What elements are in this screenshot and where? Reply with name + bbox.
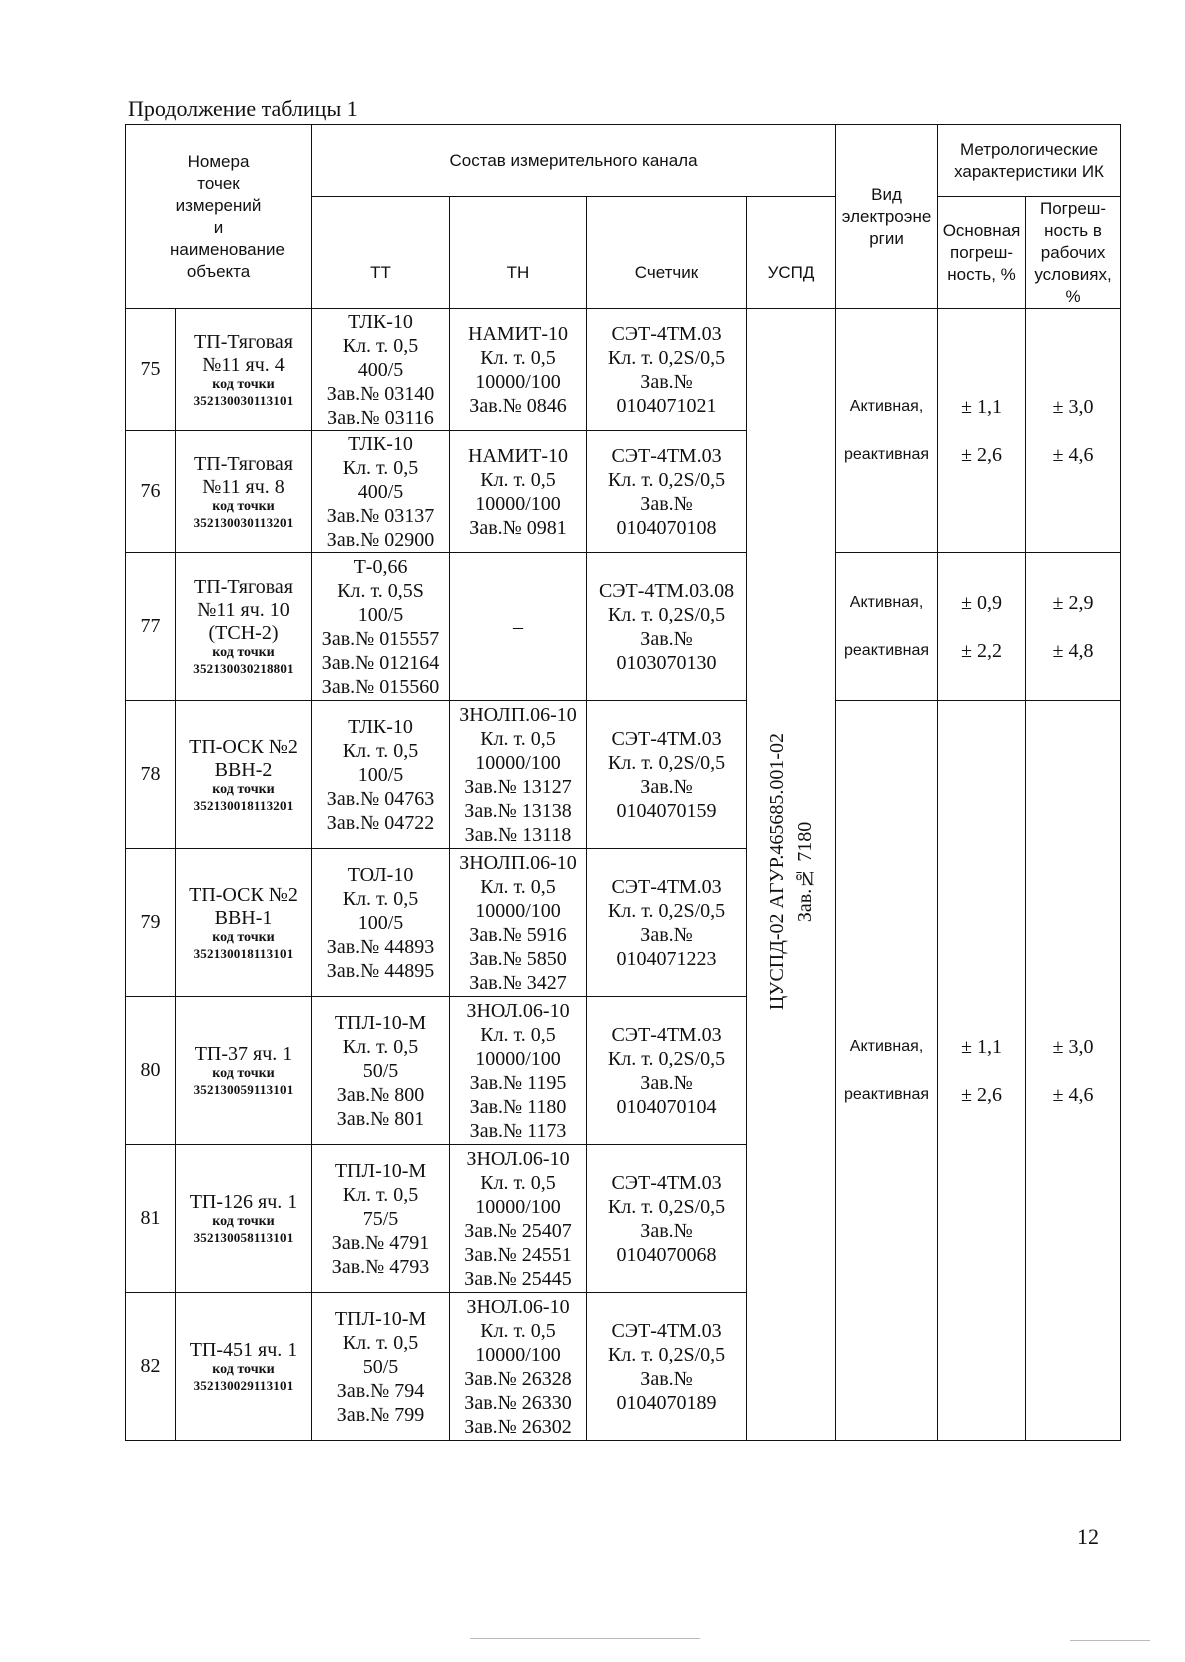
meter-cell-line: СЭТ-4ТМ.03 [611,727,722,750]
tt-cell-line: Кл. т. 0,5 [342,1183,419,1206]
tt-cell-line: 50/5 [362,1355,399,1378]
tn-cell-line: ЗНОЛ.06-10 [466,1147,570,1170]
object-name-line: №11 яч. 10 [197,599,290,621]
tt-cell-line: Зав.№ 801 [336,1107,425,1130]
header-points: Номера точек измерений и наименование объекта [126,125,312,309]
point-code: 352130018113101 [193,945,294,961]
tt-cell-line: Зав.№ 03116 [327,406,434,429]
point-code: 352130030113201 [193,514,294,530]
meter-cell-line: Кл. т. 0,2S/0,5 [607,1195,726,1218]
point-number: 78 [126,701,176,849]
energy-value: Активная, [849,397,924,415]
tn-cell-line: Кл. т. 0,5 [480,1319,556,1342]
tn-cell-line: – [513,615,524,638]
tt-cell-line: Зав.№ 015560 [321,675,440,698]
work-value: ± 4,6 [1052,443,1094,466]
tn-cell-line: Зав.№ 0846 [469,394,567,417]
work-error-cell [1026,309,1121,553]
tn-cell-line: 10000/100 [475,1195,561,1218]
tt-cell-line: Т-0,66 [353,555,408,578]
meter-cell-line: Зав.№ [640,492,693,515]
meter-cell-line: Зав.№ [640,1367,693,1390]
tt-cell-line: Зав.№ 794 [336,1379,425,1402]
tt-cell [312,1145,450,1293]
uspd-model: ЦУСПД-02 АГУР.465685.001-02 [766,733,789,1011]
meter-cell-line: СЭТ-4ТМ.03 [611,1319,722,1342]
meter-cell-line: СЭТ-4ТМ.03 [611,1171,722,1194]
tn-cell-line: Зав.№ 5850 [469,947,567,970]
point-code: 352130030218801 [193,661,294,676]
point-number: 80 [126,997,176,1145]
point-number: 81 [126,1145,176,1293]
tt-cell-line: 400/5 [357,358,404,381]
point-code-label: код точки [212,1362,275,1377]
tn-cell [450,849,587,997]
tt-cell-line: Кл. т. 0,5 [342,456,419,479]
tt-cell-line: Зав.№ 03140 [326,382,435,405]
tt-cell-line: Зав.№ 02900 [326,528,435,551]
meter-cell [587,849,747,997]
energy-value: Активная, [849,1037,924,1055]
base-value: ± 2,6 [961,1083,1003,1106]
tn-cell-line: Зав.№ 24551 [464,1243,572,1266]
measurement-table [125,124,1121,1441]
tn-cell [450,701,587,849]
tt-cell-line: ТПЛ-10-М [334,1011,427,1034]
object-name-line: ТП-451 яч. 1 [189,1339,298,1361]
tn-cell-line: Зав.№ 1173 [469,1119,567,1142]
point-number: 82 [126,1293,176,1441]
tt-cell-line: 100/5 [357,911,404,934]
header-tn: ТН [450,197,587,309]
tt-cell-line: Зав.№ 799 [336,1403,425,1426]
spacer [938,419,1025,443]
tn-cell-line: ЗНОЛ.06-10 [466,999,570,1022]
object-name [176,309,312,431]
tn-cell-line: Зав.№ 13127 [464,775,572,798]
point-code-label: код точки [212,1066,275,1081]
tn-cell-line: Зав.№ 13118 [464,823,572,846]
meter-cell-line: Кл. т. 0,2S/0,5 [607,346,726,369]
meter-cell-line: СЭТ-4ТМ.03 [611,1023,722,1046]
point-code: 352130058113101 [193,1230,294,1245]
tn-cell-line: Зав.№ 25445 [464,1267,572,1290]
tt-cell-line: 50/5 [362,1059,399,1082]
tt-cell [312,553,450,701]
tn-cell [450,553,587,701]
table-row [126,553,1121,701]
meter-cell-line: Кл. т. 0,2S/0,5 [607,1343,726,1366]
base-value: ± 1,1 [961,1035,1003,1058]
tn-cell-line: 10000/100 [475,492,561,515]
tt-cell-line: 100/5 [357,763,404,786]
header-energy: Вид электроэне ргии [836,125,938,309]
tt-cell [312,1293,450,1441]
tn-cell-line: Зав.№ 1195 [469,1071,567,1094]
tn-cell-line: Кл. т. 0,5 [480,875,556,898]
tn-cell [450,431,587,553]
point-number: 75 [126,309,176,431]
base-value: ± 2,6 [961,443,1003,466]
tn-cell-line: 10000/100 [475,751,561,774]
point-code-label: код точки [212,929,275,945]
spacer [1026,615,1120,639]
tt-cell-line: Кл. т. 0,5 [342,1035,419,1058]
object-name-line: ТП-Тяговая [194,452,293,475]
energy-type-cell [836,553,938,701]
tt-cell-line: ТОЛ-10 [347,863,414,886]
tt-cell-line: Зав.№ 4793 [331,1255,430,1278]
tt-cell [312,431,450,553]
tn-cell-line: Кл. т. 0,5 [480,346,556,369]
energy-value: реактивная [844,445,930,463]
point-code: 352130030113101 [193,392,294,408]
tt-cell [312,309,450,431]
point-number: 77 [126,553,176,701]
point-number: 76 [126,431,176,553]
work-value: ± 4,8 [1052,639,1094,662]
base-value: ± 1,1 [961,395,1003,418]
base-error-cell [938,309,1026,553]
header-base-error: Основная погреш-ность, % [938,197,1026,309]
tn-cell-line: Зав.№ 5916 [469,923,567,946]
tt-cell-line: Кл. т. 0,5 [342,1331,419,1354]
base-error-cell [938,701,1026,1441]
object-name-line: (ТСН-2) [208,622,279,644]
tt-cell [312,997,450,1145]
object-name [176,553,312,701]
table-row [126,309,1121,431]
work-error-cell [1026,701,1121,1441]
tt-cell-line: ТПЛ-10-М [334,1307,427,1330]
meter-cell-line: 0104070104 [616,1095,717,1118]
object-name [176,431,312,553]
object-name-line: ВВН-2 [214,758,273,781]
tn-cell [450,1145,587,1293]
tn-cell-line: Кл. т. 0,5 [480,1171,556,1194]
spacer [836,1059,937,1083]
work-value: ± 2,9 [1052,591,1094,614]
tn-cell-line: Зав.№ 0981 [469,516,567,539]
tn-cell-line: Зав.№ 26302 [464,1415,572,1438]
spacer [938,1059,1025,1083]
meter-cell-line: 0104071021 [616,394,717,417]
energy-type-cell [836,701,938,1441]
tn-cell-line: Кл. т. 0,5 [480,727,556,750]
table-caption: Продолжение таблицы 1 [128,96,358,121]
point-code: 352130029113101 [193,1378,294,1393]
object-name-line: ТП-37 яч. 1 [194,1043,293,1065]
meter-cell-line: Зав.№ [640,775,693,798]
meter-cell [587,431,747,553]
point-code-label: код точки [212,1214,275,1229]
meter-cell-line: Кл. т. 0,2S/0,5 [607,603,726,626]
meter-cell-line: Кл. т. 0,2S/0,5 [607,751,726,774]
work-value: ± 3,0 [1052,395,1094,418]
object-name [176,997,312,1145]
scan-artifact [470,1638,700,1639]
tt-cell-line: Зав.№ 012164 [321,651,440,674]
uspd-serial: Зав.№ 7180 [794,821,817,923]
tn-cell-line: НАМИТ-10 [468,322,569,345]
tt-cell-line: Кл. т. 0,5 [342,739,419,762]
header-metro: Метрологические характеристики ИК [938,125,1121,197]
object-name [176,849,312,997]
tn-cell-line: Кл. т. 0,5 [480,1023,556,1046]
tn-cell-line: Зав.№ 25407 [464,1219,572,1242]
scan-artifact [1070,1640,1150,1641]
tn-cell [450,997,587,1145]
object-name-line: ТП-ОСК №2 [189,883,298,906]
base-error-cell [938,553,1026,701]
tn-cell [450,1293,587,1441]
spacer [836,615,937,639]
point-code-label: код точки [212,645,275,660]
energy-value: Активная, [849,593,924,611]
tt-cell-line: ТЛК-10 [348,715,413,738]
meter-cell-line: Кл. т. 0,2S/0,5 [607,899,726,922]
energy-type-cell [836,309,938,553]
base-value: ± 0,9 [961,591,1003,614]
header-tt: ТТ [312,197,450,309]
tt-cell-line: Зав.№ 44895 [326,959,435,982]
object-name-line: ТП-Тяговая [194,576,293,598]
tt-cell-line: Кл. т. 0,5 [342,887,419,910]
tt-cell-line: ТЛК-10 [348,310,413,333]
meter-cell-line: СЭТ-4ТМ.03 [611,444,722,467]
meter-cell [587,1293,747,1441]
meter-cell-line: Зав.№ [640,1071,693,1094]
tn-cell-line: 10000/100 [475,370,561,393]
tn-cell-line: Зав.№ 13138 [464,799,572,822]
spacer [836,419,937,443]
object-name [176,701,312,849]
meter-cell-line: 0104070108 [616,516,717,539]
tt-cell-line: Зав.№ 015557 [321,627,440,650]
meter-cell [587,701,747,849]
tt-cell-line: Зав.№ 800 [336,1083,425,1106]
tn-cell-line: 10000/100 [475,1343,561,1366]
meter-cell-line: 0104070068 [616,1243,717,1266]
meter-cell-line: СЭТ-4ТМ.03 [611,875,722,898]
point-code: 352130018113201 [193,797,294,813]
tt-cell [312,849,450,997]
tt-cell [312,701,450,849]
header-composition: Состав измерительного канала [312,125,836,197]
meter-cell-line: 0103070130 [616,651,717,674]
tn-cell-line: Кл. т. 0,5 [480,468,556,491]
meter-cell-line: Зав.№ [640,923,693,946]
energy-value: реактивная [844,1085,930,1103]
work-error-cell [1026,553,1121,701]
tn-cell-line: Зав.№ 1180 [469,1095,567,1118]
object-name-line: ТП-ОСК №2 [189,735,298,758]
meter-cell [587,1145,747,1293]
spacer [938,615,1025,639]
object-name-line: ТП-Тяговая [194,330,293,353]
meter-cell-line: 0104071223 [616,947,717,970]
tt-cell-line: Зав.№ 03137 [326,504,435,527]
meter-cell-line: Зав.№ [640,1219,693,1242]
header-uspd: УСПД [747,197,836,309]
meter-cell-line: Зав.№ [640,370,693,393]
point-code: 352130059113101 [193,1082,294,1097]
tn-cell [450,309,587,431]
tt-cell-line: 100/5 [357,603,404,626]
tt-cell-line: Кл. т. 0,5S [337,579,424,602]
tn-cell-line: Зав.№ 3427 [469,971,567,994]
object-name-line: №11 яч. 8 [202,475,285,498]
table-row [126,701,1121,849]
object-name-line: №11 яч. 4 [202,353,285,376]
meter-cell-line: Кл. т. 0,2S/0,5 [607,468,726,491]
uspd-text [763,733,819,1010]
point-code-label: код точки [212,781,275,797]
meter-cell-line: Зав.№ [640,627,693,650]
object-name [176,1293,312,1441]
tn-cell-line: ЗНОЛ.06-10 [466,1295,570,1318]
tt-cell-line: Зав.№ 04722 [326,811,435,834]
object-name-line: ТП-126 яч. 1 [189,1191,298,1213]
object-name-line: ВВН-1 [214,906,273,929]
tt-cell-line: Зав.№ 4791 [331,1231,430,1254]
header-meter: Счетчик [587,197,747,309]
tn-cell-line: ЗНОЛП.06-10 [459,851,577,874]
tt-cell-line: 75/5 [362,1207,399,1230]
tt-cell-line: ТЛК-10 [348,432,413,455]
tt-cell-line: 400/5 [357,480,404,503]
tn-cell-line: НАМИТ-10 [468,444,569,467]
tt-cell-line: Зав.№ 44893 [326,935,435,958]
energy-value: реактивная [844,641,930,659]
tn-cell-line: Зав.№ 26330 [464,1391,572,1414]
work-value: ± 4,6 [1052,1083,1094,1106]
meter-cell-line: 0104070159 [616,799,717,822]
meter-cell [587,309,747,431]
point-number: 79 [126,849,176,997]
object-name [176,1145,312,1293]
point-code-label: код точки [212,498,275,514]
meter-cell-line: СЭТ-4ТМ.03 [611,322,722,345]
tn-cell-line: Зав.№ 26328 [464,1367,572,1390]
meter-cell [587,553,747,701]
meter-cell [587,997,747,1145]
tn-cell-line: 10000/100 [475,899,561,922]
header-work-error: Погреш-ность в рабочих условиях, % [1026,197,1121,309]
spacer [1026,1059,1120,1083]
meter-cell-line: 0104070189 [616,1391,717,1414]
uspd-cell [747,309,836,1441]
tt-cell-line: Зав.№ 04763 [326,787,435,810]
tn-cell-line: 10000/100 [475,1047,561,1070]
tt-cell-line: ТПЛ-10-М [334,1159,427,1182]
meter-cell-line: Кл. т. 0,2S/0,5 [607,1047,726,1070]
work-value: ± 3,0 [1052,1035,1094,1058]
point-code-label: код точки [212,376,275,392]
meter-cell-line: СЭТ-4ТМ.03.08 [598,579,735,602]
spacer [1026,419,1120,443]
page-number: 12 [1077,1524,1099,1549]
base-value: ± 2,2 [961,639,1003,662]
tt-cell-line: Кл. т. 0,5 [342,334,419,357]
tn-cell-line: ЗНОЛП.06-10 [459,703,577,726]
